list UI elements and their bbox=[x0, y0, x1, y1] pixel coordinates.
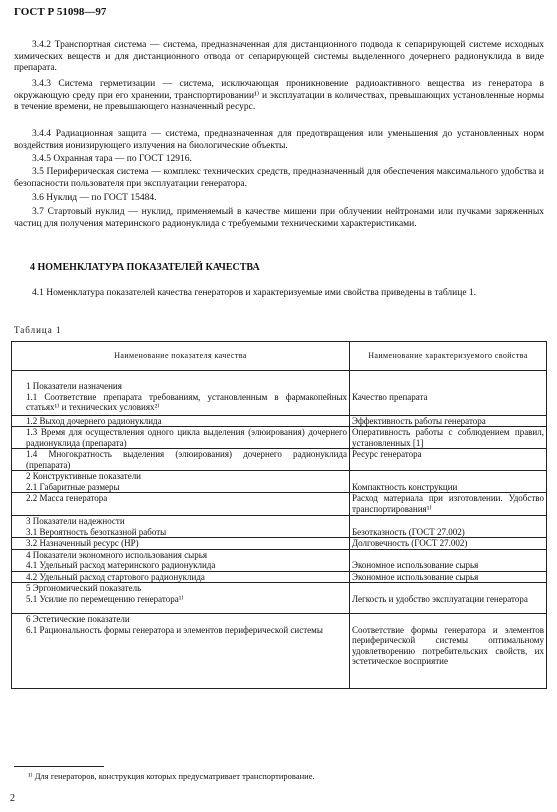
cell-property: Долговечность (ГОСТ 27.002) bbox=[350, 538, 547, 550]
table-row bbox=[12, 549, 547, 571]
footnote: ¹⁾ Для генераторов, конструкция которых предусматривает транспортирование. bbox=[28, 771, 315, 781]
table-row bbox=[12, 571, 547, 583]
table-row bbox=[12, 415, 547, 427]
cell-indicator: 3 Показатели надежности 3.1 Вероятность безотказной работы bbox=[12, 516, 350, 538]
paragraph-3-4-5: 3.4.5 Охранная тара — по ГОСТ 12916. bbox=[32, 154, 192, 164]
cell-indicator: 1.3 Время для осуществления одного цикла выделения (элюирования) дочернего радионуклида (препарата) bbox=[12, 427, 350, 449]
cell-indicator: 2.2 Масса генератора bbox=[12, 493, 350, 516]
cell-indicator: 3.2 Назначенный ресурс (НР) bbox=[12, 538, 350, 550]
document-header: ГОСТ Р 51098—97 bbox=[14, 6, 107, 18]
paragraph-3-7: 3.7 Стартовый нуклид — нуклид, применяемый в качестве мишени при облучении нейтронами или пучками заряженных частиц для получения материнского радионуклида с требуемыми техническими характеристиками. bbox=[14, 207, 544, 229]
page-number: 2 bbox=[10, 793, 15, 804]
table-row bbox=[12, 471, 547, 493]
cell-indicator: 2 Конструктивные показатели 2.1 Габаритные размеры bbox=[12, 471, 350, 493]
paragraph-3-4-3: 3.4.3 Система герметизации — система, исключающая проникновение радиоактивного вещества из генератора в окружающую среду при его хранении, транспортировании¹⁾ и эксплуатации в количествах, превышающих установленные нормы в течение времени, не превышающего назначенный ресурс. bbox=[14, 79, 544, 113]
table-row bbox=[12, 427, 547, 449]
quality-indicators-table bbox=[11, 341, 547, 689]
paragraph-3-4-4: 3.4.4 Радиационная защита — система, предназначенная для предотвращения или уменьшения до установленных норм воздействия ионизирующего излучения на биологические объекты. bbox=[14, 129, 544, 151]
section-intro: 4.1 Номенклатура показателей качества генераторов и характеризуемые ими свойства приведены в таблице 1. bbox=[32, 288, 477, 298]
section-title: 4 НОМЕНКЛАТУРА ПОКАЗАТЕЛЕЙ КАЧЕСТВА bbox=[30, 262, 260, 273]
cell-property: Компактность конструкции bbox=[350, 471, 547, 493]
cell-property: Эффективность работы генератора bbox=[350, 415, 547, 427]
cell-property: Экономное использование сырья bbox=[350, 571, 547, 583]
cell-property: Экономное использование сырья bbox=[350, 549, 547, 571]
table-row bbox=[12, 493, 547, 516]
paragraph-3-5: 3.5 Периферическая система — комплекс технических средств, предназначенный для обеспечения максимального удобства и безопасности пользователя при эксплуатации генератора. bbox=[14, 167, 544, 189]
table-header-row bbox=[12, 342, 547, 371]
cell-indicator: 1.2 Выход дочернего радионуклида bbox=[12, 415, 350, 427]
footnote-divider bbox=[14, 766, 104, 767]
cell-property: Безотказность (ГОСТ 27.002) bbox=[350, 516, 547, 538]
cell-property: Соответствие формы генератора и элементов периферической системы оптимальному удовлетворению потребительских свойств, их эстетическое восприятие bbox=[350, 614, 547, 689]
cell-property: Легкость и удобство эксплуатации генератора bbox=[350, 583, 547, 614]
table-row bbox=[12, 538, 547, 550]
table-row bbox=[12, 516, 547, 538]
table-row bbox=[12, 614, 547, 689]
paragraph-3-6: 3.6 Нуклид — по ГОСТ 15484. bbox=[32, 193, 157, 203]
cell-indicator: 1 Показатели назначения 1.1 Соответствие препарата требованиям, установленным в фармакопейных статьях¹⁾ и технических условиях²⁾ bbox=[12, 371, 350, 416]
cell-property: Ресурс генератора bbox=[350, 449, 547, 471]
table-row bbox=[12, 449, 547, 471]
cell-indicator: 6 Эстетические показатели 6.1 Рациональность формы генератора и элементов периферической системы bbox=[12, 614, 350, 689]
cell-indicator: 4.2 Удельный расход стартового радионуклида bbox=[12, 571, 350, 583]
table-caption: Таблица 1 bbox=[14, 325, 62, 335]
table-row bbox=[12, 371, 547, 416]
cell-indicator: 4 Показатели экономного использования сырья 4.1 Удельный расход материнского радионуклида bbox=[12, 549, 350, 571]
table-row bbox=[12, 583, 547, 614]
cell-property: Расход материала при изготовлении. Удобство транспортирования¹⁾ bbox=[350, 493, 547, 516]
cell-property: Качество препарата bbox=[350, 371, 547, 416]
cell-property: Оперативность работы с соблюдением правил, установленных [1] bbox=[350, 427, 547, 449]
paragraph-3-4-2: 3.4.2 Транспортная система — система, предназначенная для дистанционного подвода к сепарирующей системе исходных химических веществ и для дистанционного отвода от сепарирующей системы выделенного дочернего радионуклида в виде препарата. bbox=[14, 40, 544, 74]
cell-indicator: 1.4 Многократность выделения (элюирования) дочернего радионуклида (препарата) bbox=[12, 449, 350, 471]
header-indicator: Наименование показателя качества bbox=[12, 342, 350, 371]
header-property: Наименование характеризуемого свойства bbox=[350, 342, 547, 371]
cell-indicator: 5 Эргономический показатель 5.1 Усилие по перемещению генератора¹⁾ bbox=[12, 583, 350, 614]
